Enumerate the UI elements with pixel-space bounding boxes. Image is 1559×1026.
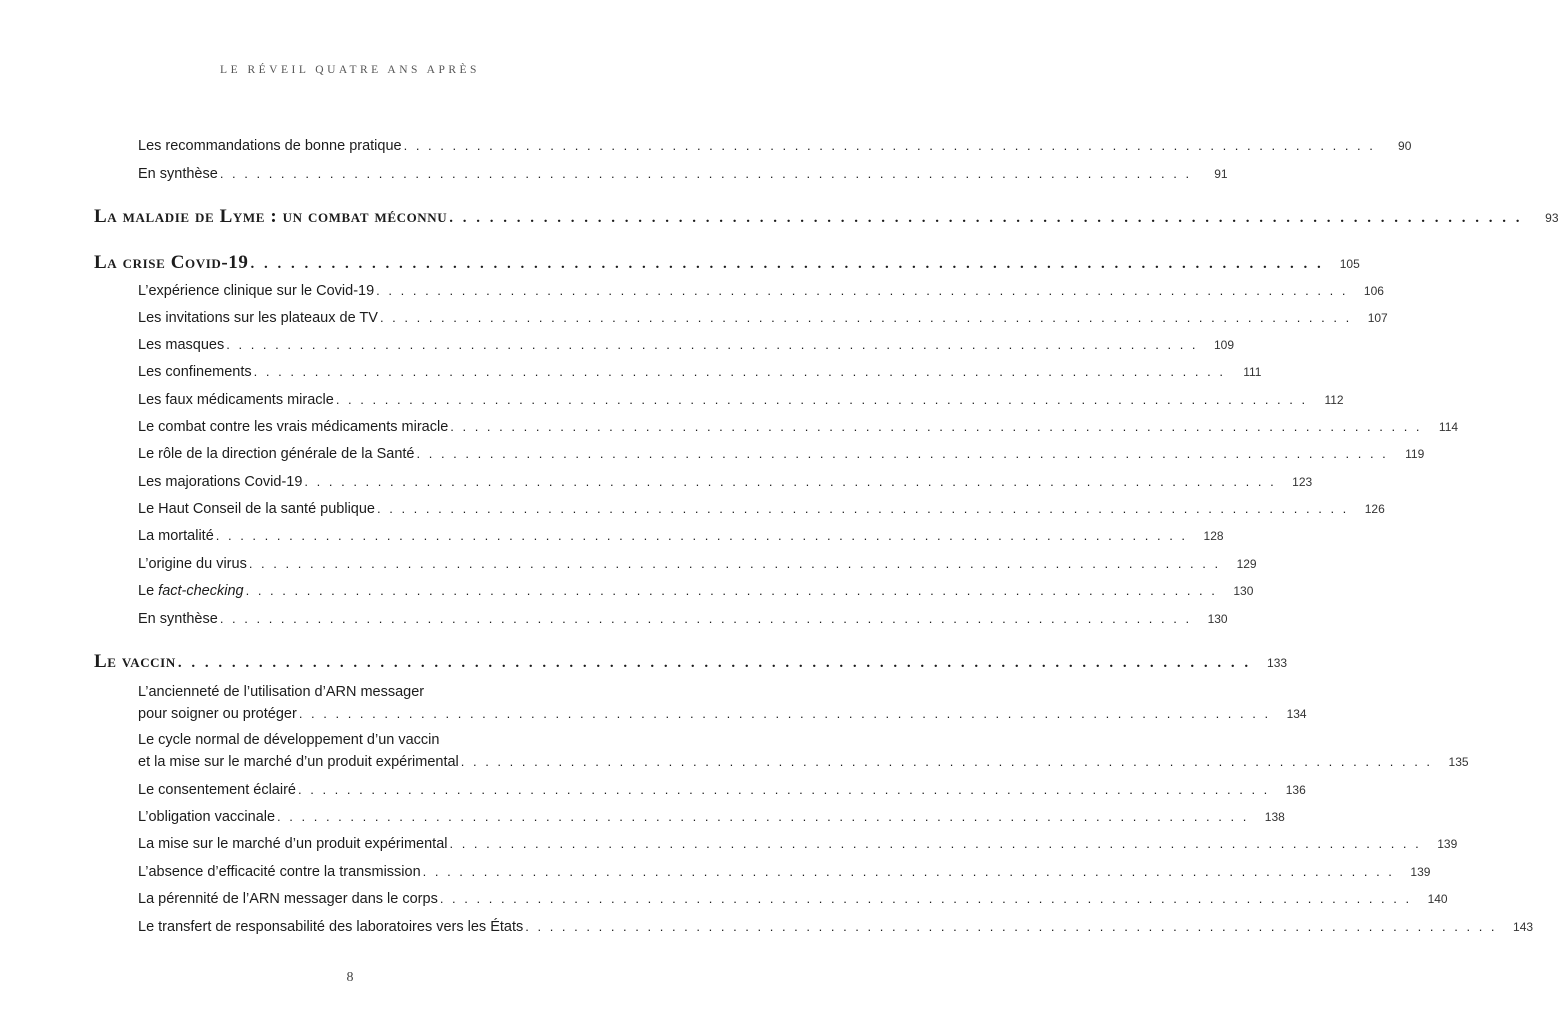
toc-entry-title: La pérennité de l’ARN messager dans le corps <box>138 891 438 907</box>
toc-entry-page: 91 <box>1214 167 1228 181</box>
toc-entry[interactable] <box>138 889 1448 909</box>
leader-dots: . . . . . . . . . . . . . . . . . . . . . . . . . . . . . . . . . . . . . . . . . . . . . . . . . . . . . . . . . . . . . . . . . . . . . . . . . . . . . . . . <box>250 256 1324 272</box>
toc-entry-page: 128 <box>1203 529 1224 543</box>
toc-entry[interactable] <box>138 581 1254 601</box>
toc-entry[interactable] <box>138 554 1257 574</box>
toc-entry[interactable] <box>138 917 1534 937</box>
toc-entry[interactable] <box>138 136 1412 156</box>
toc-entry[interactable] <box>138 164 1228 184</box>
toc-entry-page: 136 <box>1285 783 1306 797</box>
toc-entry-title: Les masques <box>138 337 225 353</box>
toc-entry[interactable] <box>138 444 1425 464</box>
toc-entry-title: Le Haut Conseil de la santé publique <box>138 501 375 517</box>
toc-entry-title: En synthèse <box>138 611 218 627</box>
toc-entry[interactable] <box>138 362 1262 382</box>
leader-dots: . . . . . . . . . . . . . . . . . . . . . . . . . . . . . . . . . . . . . . . . . . . . . . . . . . . . . . . . . . . . . . . . . . . . . . . . . . . . . . . . <box>219 611 1192 626</box>
toc-entry-page: 130 <box>1207 612 1228 626</box>
toc-entry-page: 126 <box>1364 502 1385 516</box>
toc-entry-title: Le transfert de responsabilité des laboratoires vers les États <box>138 919 524 935</box>
toc-entry-title: L’absence d’efficacité contre la transmission <box>138 864 421 880</box>
toc-entry-title: Les majorations Covid-19 <box>138 474 303 490</box>
leader-dots: . . . . . . . . . . . . . . . . . . . . . . . . . . . . . . . . . . . . . . . . . . . . . . . . . . . . . . . . . . . . . . . . . . . . . . . . . . . . . . . . <box>460 754 1433 769</box>
leader-dots: . . . . . . . . . . . . . . . . . . . . . . . . . . . . . . . . . . . . . . . . . . . . . . . . . . . . . . . . . . . . . . . . . . . . . . . . . . . . . . . . <box>304 474 1277 489</box>
toc-entry-page: 114 <box>1438 420 1459 434</box>
toc-entry-page: 143 <box>1513 920 1534 934</box>
toc-entry[interactable] <box>138 335 1235 355</box>
toc-entry-page: 140 <box>1427 892 1448 906</box>
leader-dots: . . . . . . . . . . . . . . . . . . . . . . . . . . . . . . . . . . . . . . . . . . . . . . . . . . . . . . . . . . . . . . . . . . . . . . . . . . . . . . . . <box>226 337 1199 352</box>
toc-entry[interactable] <box>138 499 1385 519</box>
leader-dots: . . . . . . . . . . . . . . . . . . . . . . . . . . . . . . . . . . . . . . . . . . . . . . . . . . . . . . . . . . . . . . . . . . . . . . . . . . . . . . . . <box>450 419 1423 434</box>
toc-entry-title: En synthèse <box>138 166 218 182</box>
toc-entry-line1[interactable] <box>138 730 608 750</box>
toc-entry-title: et la mise sur le marché d’un produit expérimental <box>138 754 459 770</box>
toc-entry[interactable] <box>138 834 1458 854</box>
toc-entry[interactable] <box>138 752 1469 772</box>
leader-dots: . . . . . . . . . . . . . . . . . . . . . . . . . . . . . . . . . . . . . . . . . . . . . . . . . . . . . . . . . . . . . . . . . . . . . . . . . . . . . . . . <box>277 809 1249 824</box>
toc-entry-title <box>138 581 244 601</box>
toc-entry-title: Les recommandations de bonne pratique <box>138 138 402 154</box>
toc-entry-title: L’ancienneté de l’utilisation d’ARN messager <box>138 684 425 700</box>
toc-chapter-covid[interactable] <box>94 252 1360 273</box>
toc-entry-page: 109 <box>1214 338 1235 352</box>
leader-dots: . . . . . . . . . . . . . . . . . . . . . . . . . . . . . . . . . . . . . . . . . . . . . . . . . . . . . . . . . . . . . . . . . . . . . . . . . . . . . . . . <box>403 138 1376 153</box>
leader-dots: . . . . . . . . . . . . . . . . . . . . . . . . . . . . . . . . . . . . . . . . . . . . . . . . . . . . . . . . . . . . . . . . . . . . . . . . . . . . . . . . <box>379 310 1352 325</box>
toc-chapter-lyme[interactable] <box>94 206 1559 227</box>
toc-entry-page: 129 <box>1236 557 1257 571</box>
toc-entry-page: 135 <box>1448 755 1469 769</box>
toc-entry-title: Le rôle de la direction générale de la Santé <box>138 446 415 462</box>
leader-dots: . . . . . . . . . . . . . . . . . . . . . . . . . . . . . . . . . . . . . . . . . . . . . . . . . . . . . . . . . . . . . . . . . . . . . . . . . . . . . . . . <box>248 556 1221 571</box>
leader-dots: . . . . . . . . . . . . . . . . . . . . . . . . . . . . . . . . . . . . . . . . . . . . . . . . . . . . . . . . . . . . . . . . . . . . . . . . . . . . . . . . <box>219 166 1192 181</box>
leader-dots: . . . . . . . . . . . . . . . . . . . . . . . . . . . . . . . . . . . . . . . . . . . . . . . . . . . . . . . . . . . . . . . . . . . . . . . . . . . . . . . . <box>335 392 1308 407</box>
toc-entry-title: Le combat contre les vrais médicaments miracle <box>138 419 449 435</box>
toc-entry-title: pour soigner ou protéger <box>138 706 297 722</box>
toc-entry-page: 107 <box>1367 311 1388 325</box>
leader-dots: . . . . . . . . . . . . . . . . . . . . . . . . . . . . . . . . . . . . . . . . . . . . . . . . . . . . . . . . . . . . . . . . . . . . . . . . . . . . . . . . <box>422 864 1395 879</box>
toc-entry-page: 111 <box>1243 365 1262 379</box>
toc-entry-title: Les faux médicaments miracle <box>138 392 334 408</box>
toc-entry-page: 90 <box>1398 139 1412 153</box>
leader-dots: . . . . . . . . . . . . . . . . . . . . . . . . . . . . . . . . . . . . . . . . . . . . . . . . . . . . . . . . . . . . . . . . . . . . . . . . . . . . . . . . <box>416 446 1389 461</box>
toc-entry-title: Le cycle normal de développement d’un vaccin <box>138 732 440 748</box>
toc-entry-title: La mise sur le marché d’un produit expérimental <box>138 836 448 852</box>
toc-entry-page: 139 <box>1437 837 1458 851</box>
toc-entry-title: La mortalité <box>138 528 214 544</box>
toc-entry-page: 134 <box>1286 707 1307 721</box>
leader-dots: . . . . . . . . . . . . . . . . . . . . . . . . . . . . . . . . . . . . . . . . . . . . . . . . . . . . . . . . . . . . . . . . . . . . . . . . . . . . . . . . <box>215 528 1188 543</box>
toc-chapter-title: La crise Covid-19 <box>94 252 249 273</box>
toc-entry[interactable] <box>138 526 1224 546</box>
leader-dots: . . . . . . . . . . . . . . . . . . . . . . . . . . . . . . . . . . . . . . . . . . . . . . . . . . . . . . . . . . . . . . . . . . . . . . . . . . . . . . . . <box>253 364 1226 379</box>
toc-entry-title: L’expérience clinique sur le Covid-19 <box>138 283 375 299</box>
toc-entry-page: 130 <box>1233 584 1254 598</box>
toc-entry[interactable] <box>138 308 1388 328</box>
toc-entry-page: 119 <box>1405 447 1425 461</box>
toc-entry[interactable] <box>138 862 1431 882</box>
leader-dots: . . . . . . . . . . . . . . . . . . . . . . . . . . . . . . . . . . . . . . . . . . . . . . . . . . . . . . . . . . . . . . . . . . . . . . . . . . . . . . . . <box>449 836 1422 851</box>
toc-entry[interactable] <box>138 390 1344 410</box>
toc-entry-title: Les invitations sur les plateaux de TV <box>138 310 378 326</box>
toc-chapter-title: Le vaccin <box>94 651 176 672</box>
toc-entry-title-italic: fact-checking <box>158 583 244 599</box>
leader-dots: . . . . . . . . . . . . . . . . . . . . . . . . . . . . . . . . . . . . . . . . . . . . . . . . . . . . . . . . . . . . . . . . . . . . . . . . . . . . . . . . <box>376 283 1348 298</box>
toc-entry-page: 112 <box>1324 393 1344 407</box>
toc-entry-title: Le consentement éclairé <box>138 782 296 798</box>
leader-dots: . . . . . . . . . . . . . . . . . . . . . . . . . . . . . . . . . . . . . . . . . . . . . . . . . . . . . . . . . . . . . . . . . . . . . . . . . . . . . . . . <box>449 210 1523 226</box>
toc-chapter-page: 133 <box>1267 656 1288 670</box>
toc-entry[interactable] <box>138 417 1459 437</box>
toc-entry[interactable] <box>138 609 1228 629</box>
leader-dots: . . . . . . . . . . . . . . . . . . . . . . . . . . . . . . . . . . . . . . . . . . . . . . . . . . . . . . . . . . . . . . . . . . . . . . . . . . . . . . . . <box>298 782 1270 797</box>
toc-chapter-page: 93 <box>1545 211 1559 225</box>
toc-entry-title: Les confinements <box>138 364 252 380</box>
leader-dots: . . . . . . . . . . . . . . . . . . . . . . . . . . . . . . . . . . . . . . . . . . . . . . . . . . . . . . . . . . . . . . . . . . . . . . . . . . . . . . . . <box>298 706 1271 721</box>
toc-chapter-vaccin[interactable] <box>94 651 1288 672</box>
toc-entry-page: 138 <box>1264 810 1285 824</box>
toc-entry-title-prefix: Le <box>138 583 159 599</box>
toc-entry-title: L’obligation vaccinale <box>138 809 276 825</box>
running-header: LE RÉVEIL QUATRE ANS APRÈS <box>220 64 480 76</box>
toc-entry[interactable] <box>138 472 1313 492</box>
toc-entry-page: 139 <box>1410 865 1431 879</box>
toc-entry[interactable] <box>138 704 1307 724</box>
toc-chapter-title: La maladie de Lyme : un combat méconnu <box>94 206 448 227</box>
toc-entry[interactable] <box>138 780 1306 800</box>
toc-entry[interactable] <box>138 281 1384 301</box>
toc-entry-page: 106 <box>1363 284 1384 298</box>
leader-dots: . . . . . . . . . . . . . . . . . . . . . . . . . . . . . . . . . . . . . . . . . . . . . . . . . . . . . . . . . . . . . . . . . . . . . . . . . . . . . . . . <box>525 919 1498 934</box>
page-number: 8 <box>346 970 354 985</box>
toc-entry-line1[interactable] <box>138 682 608 702</box>
leader-dots: . . . . . . . . . . . . . . . . . . . . . . . . . . . . . . . . . . . . . . . . . . . . . . . . . . . . . . . . . . . . . . . . . . . . . . . . . . . . . . . . <box>377 501 1349 516</box>
leader-dots: . . . . . . . . . . . . . . . . . . . . . . . . . . . . . . . . . . . . . . . . . . . . . . . . . . . . . . . . . . . . . . . . . . . . . . . . . . . . . . . . <box>177 655 1252 671</box>
toc-entry-page: 123 <box>1292 475 1313 489</box>
leader-dots: . . . . . . . . . . . . . . . . . . . . . . . . . . . . . . . . . . . . . . . . . . . . . . . . . . . . . . . . . . . . . . . . . . . . . . . . . . . . . . . . <box>439 891 1412 906</box>
leader-dots: . . . . . . . . . . . . . . . . . . . . . . . . . . . . . . . . . . . . . . . . . . . . . . . . . . . . . . . . . . . . . . . . . . . . . . . . . . . . . . . . <box>245 583 1218 598</box>
toc-chapter-page: 105 <box>1339 257 1360 271</box>
toc-entry[interactable] <box>138 807 1285 827</box>
toc-entry-title: L’origine du virus <box>138 556 247 572</box>
